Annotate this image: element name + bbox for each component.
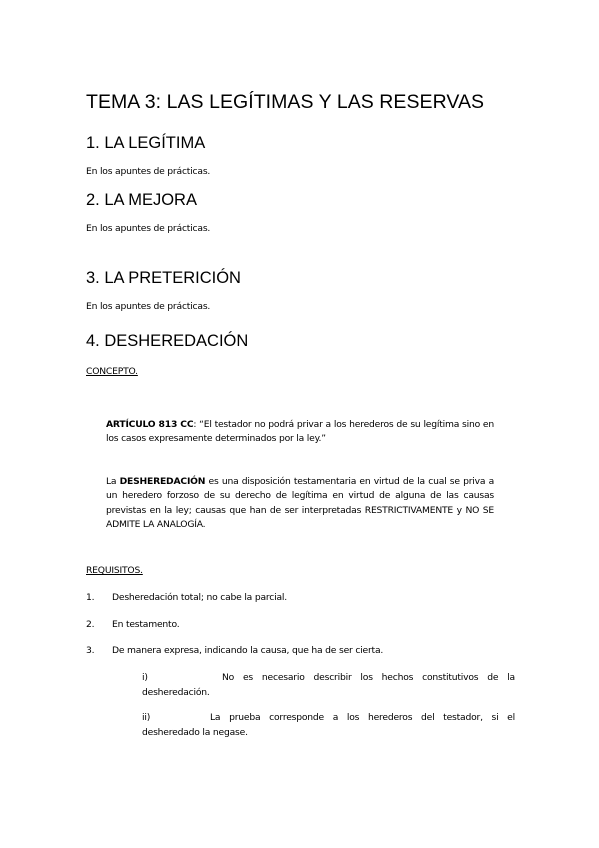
subitem — [142, 671, 515, 700]
articulo-ref: ARTÍCULO 813 CC — [106, 419, 194, 430]
requisitos-label: REQUISITOS. — [86, 565, 143, 576]
subitem-label: i) — [142, 672, 148, 683]
subitem-text: No es necesario describir los hechos constitutivos de la desheredación. — [142, 672, 515, 698]
definition-intro: La — [106, 476, 120, 487]
section-heading-legitima: 1. LA LEGÍTIMA — [86, 134, 206, 152]
articulo-813-quote — [106, 418, 494, 447]
requisito-number: 3. — [86, 645, 95, 656]
requisito-text: En testamento. — [112, 619, 180, 630]
requisito-number: 1. — [86, 592, 95, 603]
document-title: TEMA 3: LAS LEGÍTIMAS Y LAS RESERVAS — [86, 91, 485, 113]
articulo-text: : “El testador no podrá privar a los herederos de su legítima sino en los casos expresamente determinados por la ley.” — [106, 419, 494, 445]
section-heading-mejora: 2. LA MEJORA — [86, 191, 197, 209]
section-text-mejora: En los apuntes de prácticas. — [86, 223, 211, 234]
requisito-text: Desheredación total; no cabe la parcial. — [112, 592, 287, 603]
subitem-label: ii) — [142, 712, 151, 723]
section-heading-pretericion: 3. LA PRETERICIÓN — [86, 269, 241, 287]
section-heading-desheredacion: 4. DESHEREDACIÓN — [86, 332, 249, 350]
concepto-label: CONCEPTO. — [86, 366, 138, 377]
definition-body: es una disposición testamentaria en virtud de la cual se priva a un heredero forzoso de su derecho de legítima en virtud de alguna de las causas previstas en la ley; causas que han de ser interpretadas RESTRICTIVAMENTE y NO SE ADMITE LA ANALOGÍA. — [106, 476, 494, 530]
subitem-text: La prueba corresponde a los herederos del testador, si el desheredado la negase. — [142, 712, 515, 738]
section-text-legitima: En los apuntes de prácticas. — [86, 166, 211, 177]
definition-term: DESHEREDACIÓN — [119, 476, 206, 487]
subitem — [142, 711, 515, 740]
section-text-pretericion: En los apuntes de prácticas. — [86, 301, 211, 312]
requisito-number: 2. — [86, 619, 95, 630]
requisito-text: De manera expresa, indicando la causa, que ha de ser cierta. — [112, 645, 384, 656]
desheredacion-definition — [106, 475, 494, 532]
